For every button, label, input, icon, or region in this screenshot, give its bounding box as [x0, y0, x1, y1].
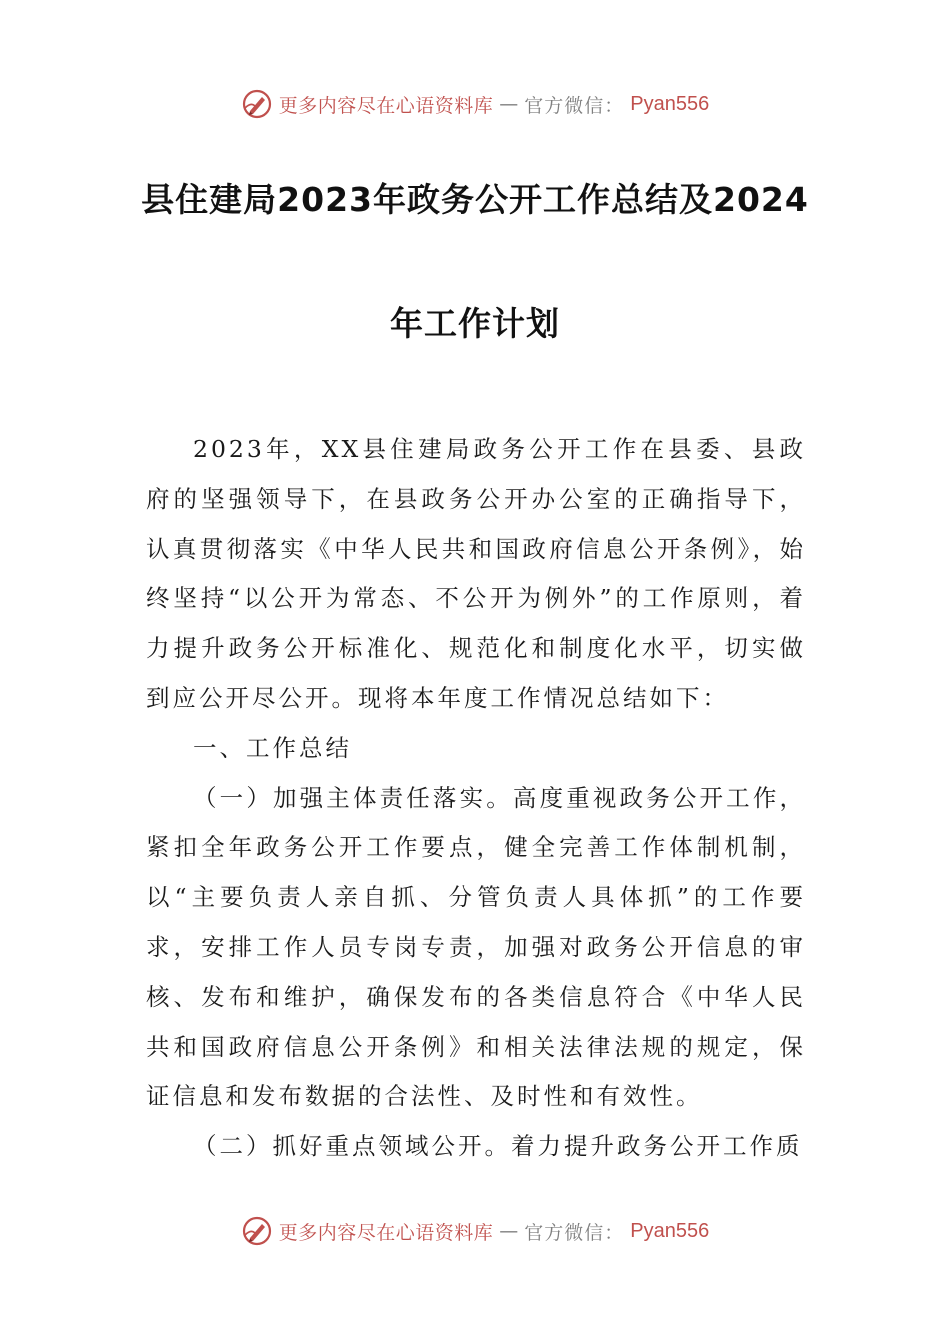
watermark-wechat-label: 官方微信：: [524, 1221, 625, 1244]
pen-circle-logo-icon: [241, 88, 273, 120]
intro-paragraph: 2023年，XX县住建局政务公开工作在县委、县政府的坚强领导下，在县政务公开办公室的正确指导下，认真贯彻落实《中华人民共和国政府信息公开条例》，始终坚持“以公开为常态、不公开为例外”的工作原则，着力提升政务公开标准化、规范化和制度化水平，切实做到应公开尽公开。现将本年度工作情况总结如下：: [146, 435, 806, 712]
body-paragraph: （一）加强主体责任落实。高度重视政务公开工作，紧扣全年政务公开工作要点，健全完善工作体制机制，以“主要负责人亲自抓、分管负责人具体抓”的工作要求，安排工作人员专岗专责，加强对政务公开信息的审核、发布和维护，确保发布的各类信息符合《中华人民共和国政府信息公开条例》和相关法律法规的规定，保证信息和发布数据的合法性、及时性和有效性。: [146, 783, 806, 1111]
document-title-line2: 年工作计划: [390, 304, 560, 343]
document-title-line1: 县住建局2023年政务公开工作总结及2024: [141, 180, 809, 219]
section-heading: 一、工作总结: [193, 733, 352, 762]
watermark-separator: —: [499, 93, 519, 115]
watermark-left-text: 更多内容尽在心语资料库: [278, 94, 494, 117]
pen-circle-logo-icon: [241, 1215, 273, 1247]
watermark-left-text: 更多内容尽在心语资料库: [278, 1221, 494, 1244]
watermark-header: [0, 84, 950, 124]
watermark-wechat-id: Pyan556: [630, 92, 710, 115]
body-paragraph: （二）抓好重点领域公开。着力提升政务公开工作质: [193, 1132, 803, 1161]
document-body: [146, 425, 806, 1172]
watermark-wechat-label: 官方微信：: [524, 94, 625, 117]
watermark-footer: [0, 1211, 950, 1251]
watermark-wechat-id: Pyan556: [630, 1219, 710, 1242]
watermark-separator: —: [499, 1220, 519, 1242]
